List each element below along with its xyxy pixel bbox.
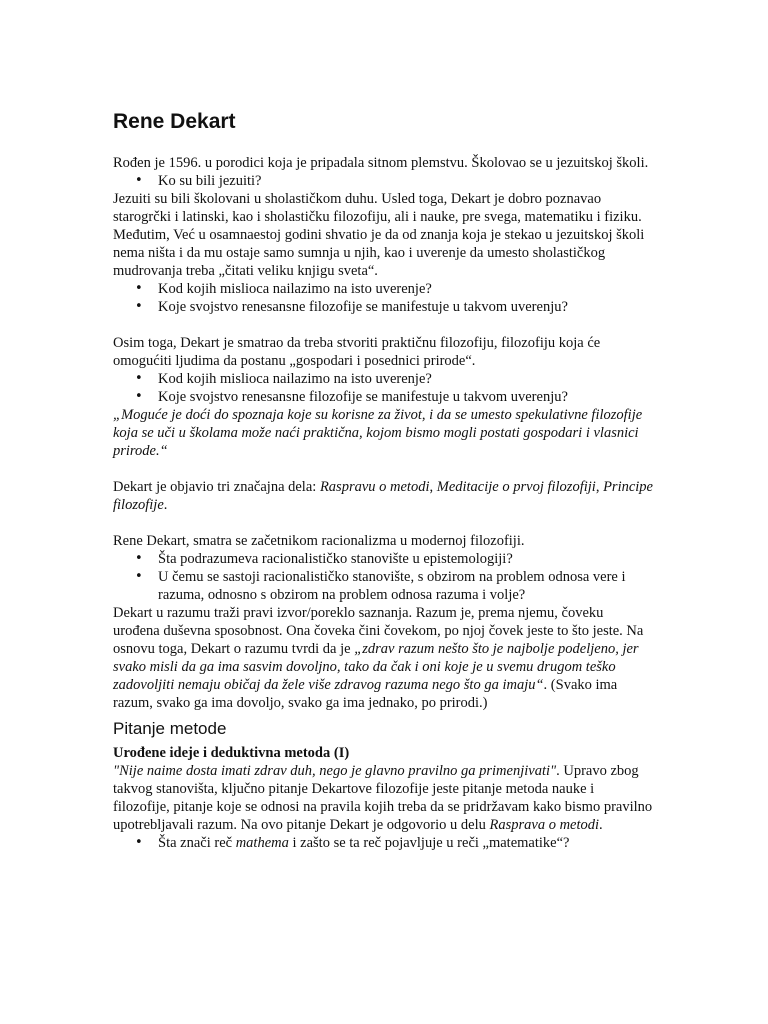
practical-paragraph: Osim toga, Dekart je smatrao da treba stvoriti praktičnu filozofiju, filozofiju koja će omogućiti ljudima da postanu „gospodari i posednici prirode“. (113, 335, 601, 369)
list-item: • Kod kojih mislioca nailazimo na isto uverenje? (113, 370, 653, 388)
method-paragraph (113, 762, 653, 834)
work-title: Rasprava o metodi (489, 817, 600, 833)
method-quote: "Nije naime dosta imati zdrav duh, nego je glavno pravilno ga primenjivati" (113, 763, 557, 779)
works-separator: , (429, 479, 437, 495)
jesuit-paragraph: Jezuiti su bili školovani u sholastičkom duhu. Usled toga, Dekart je dobro poznavao starogrčki i latinski, kao i sholastičku filozofiju, ali i nauke, pre svega, matematiku i fiziku. Međutim, Već u osamnaestoj godini shvatio je da od znanja koja je stekao u jezuitskoj školi nema ništa i da mu ostaje samo sumnja u njih, kao i uverenje da umesto sholastičkog mudrovanja treba „čitati veliku knjigu sveta“. (113, 191, 645, 279)
list-item: • Koje svojstvo renesansne filozofije se manifestuje u takvom uverenju? (113, 298, 653, 316)
work-title: Principe filozofije (113, 479, 653, 513)
list-item (113, 834, 653, 852)
document-body (113, 154, 653, 852)
list-item: • U čemu se sastoji racionalističko stanovište, s obzirom na problem odnosa vere i razuma, odnosno s obzirom na problem odnosa razuma i volje? (113, 568, 653, 604)
intro-question-list (113, 172, 653, 190)
method-question-list (113, 834, 653, 852)
intro-paragraph: Rođen je 1596. u porodici koja je pripadala sitnom plemstvu. Školovao se u jezuitskoj školi. (113, 155, 649, 171)
reason-text-end: . (Svako ima razum, svako ga ima dovoljo, svako ga ima jednako, po prirodi.) (113, 677, 618, 711)
rationalism-paragraph: Rene Dekart, smatra se začetnikom racionalizma u modernoj filozofiji. (113, 533, 525, 549)
paragraph-gap (113, 460, 653, 478)
paragraph-gap (113, 514, 653, 532)
works-prefix: Dekart je objavio tri značajna dela: (113, 479, 320, 495)
term: mathema (235, 835, 289, 851)
method-text-end: . (599, 817, 603, 833)
list-item: • Kod kojih mislioca nailazimo na isto uverenje? (113, 280, 653, 298)
list-item: • Ko su bili jezuiti? (113, 172, 653, 190)
list-item: • Šta podrazumeva racionalističko stanovište u epistemologiji? (113, 550, 653, 568)
section-subheading: Urođene ideje i deduktivna metoda (I) (113, 745, 350, 761)
reason-quote: „zdrav razum nešto što je najbolje podeljeno, jer svako misli da ga ima sasvim dovoljno, tako da čak i oni koje je u svemu drugom teško zadovoljiti nemaju običaj da žele više zdravog razuma nego što ga imaju“ (113, 641, 639, 693)
section-heading: Pitanje metode (113, 719, 227, 738)
reason-paragraph (113, 604, 653, 712)
practical-question-list (113, 370, 653, 406)
work-title: Meditacije o prvoj filozofiji (436, 479, 596, 495)
jesuit-question-list (113, 280, 653, 316)
works-separator: , (595, 479, 604, 495)
method-text: . Upravo zbog takvog stanovišta, ključno pitanje Dekartove filozofije jeste pitanje metoda nauke i filozofije, pitanje koje se odnosi na pravila kojih treba da se pridržavam kako bismo pravilno upotrebljavali razum. Na ovo pitanje Dekart je odgovorio u delu (113, 763, 653, 833)
practical-quote: „Moguće je doći do spoznaja koje su korisne za život, i da se umesto spekulativne filozofije koja se uči u školama može naći praktična, kojom bismo mogli postati gospodari i vlasnici prirode.“ (113, 407, 643, 459)
works-end: . (163, 497, 168, 513)
reason-text: Dekart u razumu traži pravi izvor/poreklo saznanja. Razum je, prema njemu, čoveku urođena duševna sposobnost. Ona čoveka čini čovekom, po njoj čovek jeste to što jeste. Na osnovu toga, Dekart o razumu tvrdi da je (113, 605, 644, 657)
question-text-end: i zašto se ta reč pojavljuje u reči „matematike“? (288, 835, 570, 851)
paragraph-gap (113, 316, 653, 334)
page-title: Rene Dekart (113, 110, 236, 133)
works-paragraph (113, 478, 653, 514)
work-title: Raspravu o metodi (319, 479, 430, 495)
rationalism-question-list (113, 550, 653, 604)
list-item: • Koje svojstvo renesansne filozofije se manifestuje u takvom uverenju? (113, 388, 653, 406)
question-text: Šta znači reč (158, 835, 236, 851)
